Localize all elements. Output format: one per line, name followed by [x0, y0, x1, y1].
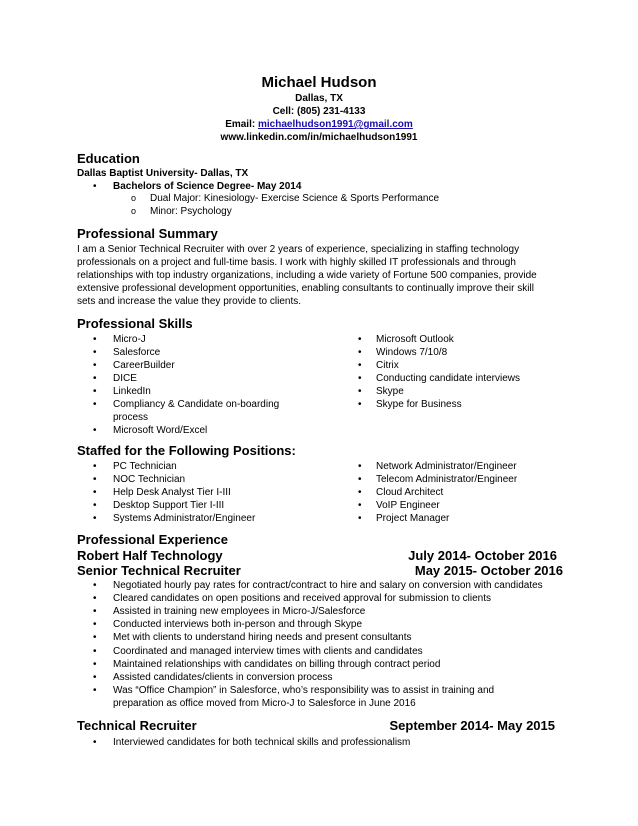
- role-dates: May 2015- October 2016: [414, 563, 563, 578]
- experience-bullet: Conducted interviews both in-person and through Skype: [113, 619, 363, 630]
- company-name: Robert Half Technology: [77, 548, 223, 563]
- bullet-icon: •: [358, 461, 362, 472]
- linkedin-url[interactable]: www.linkedin.com/in/michaelhudson1991: [220, 132, 418, 143]
- skill-item: Micro-J: [113, 334, 146, 345]
- experience-bullet: Coordinated and managed interview times with clients and candidates: [113, 646, 423, 657]
- experience-heading: Professional Experience: [77, 532, 229, 547]
- sub-bullet-icon: o: [131, 206, 137, 216]
- skill-item: Skype: [376, 386, 404, 397]
- email-line: [0, 119, 638, 130]
- candidate-name: Michael Hudson: [261, 74, 377, 91]
- summary-line: I am a Senior Technical Recruiter with over 2 years of experience, specializing in staffing technology: [77, 244, 520, 255]
- bullet-icon: •: [93, 606, 97, 617]
- skill-item: CareerBuilder: [113, 360, 175, 371]
- skill-item-continued: process: [113, 412, 149, 423]
- bullet-icon: •: [358, 513, 362, 524]
- email-label: Email:: [225, 119, 258, 130]
- bullet-icon: •: [93, 386, 97, 397]
- bullet-icon: •: [93, 685, 97, 696]
- skill-item: Conducting candidate interviews: [376, 373, 520, 384]
- skills-heading: Professional Skills: [77, 316, 193, 331]
- skill-item: Citrix: [376, 360, 399, 371]
- bullet-icon: •: [358, 500, 362, 511]
- role-title: Senior Technical Recruiter: [77, 563, 241, 578]
- bullet-icon: •: [93, 360, 97, 371]
- email-link[interactable]: michaelhudson1991@gmail.com: [257, 119, 413, 130]
- position-item: NOC Technician: [113, 474, 186, 485]
- experience-bullet-continued: preparation as office moved from Micro-J to Salesforce in June 2016: [113, 698, 416, 709]
- bullet-icon: •: [358, 360, 362, 371]
- skill-item: Compliancy & Candidate on-boarding: [113, 399, 280, 410]
- position-item: PC Technician: [113, 461, 177, 472]
- position-item: VoIP Engineer: [376, 500, 440, 511]
- bullet-icon: •: [93, 461, 97, 472]
- positions-heading: Staffed for the Following Positions:: [77, 443, 296, 458]
- skill-item: Skype for Business: [376, 399, 462, 410]
- bullet-icon: •: [358, 386, 362, 397]
- position-item: Cloud Architect: [376, 487, 444, 498]
- bullet-icon: •: [93, 593, 97, 604]
- summary-line: sets and increase the value they provide to clients.: [77, 296, 302, 307]
- role2-title: Technical Recruiter: [77, 718, 197, 733]
- role2-row: [77, 718, 563, 733]
- position-item: Telecom Administrator/Engineer: [376, 474, 518, 485]
- company-row: [77, 548, 563, 563]
- position-item: Desktop Support Tier I-III: [113, 500, 225, 511]
- bullet-icon: •: [93, 334, 97, 345]
- experience-bullet: Interviewed candidates for both technical skills and professionalism: [113, 737, 411, 748]
- experience-bullet: Was “Office Champion” in Salesforce, who’s responsibility was to assist in training and: [113, 685, 495, 696]
- bullet-icon: •: [358, 474, 362, 485]
- education-detail: Minor: Psychology: [150, 206, 232, 217]
- role2-dates: September 2014- May 2015: [389, 718, 555, 733]
- education-heading: Education: [77, 151, 140, 166]
- summary-line: professionals on a project and full-time basis. I work with highly skilled IT professionals and through: [77, 257, 516, 268]
- position-item: Network Administrator/Engineer: [376, 461, 517, 472]
- summary-line: relationships with top industry organizations, including a wide variety of Fortune 500 companies, provide: [77, 270, 537, 281]
- bullet-icon: •: [358, 399, 362, 410]
- experience-bullet: Assisted candidates/clients in conversion process: [113, 672, 333, 683]
- bullet-icon: •: [93, 500, 97, 511]
- experience-bullet: Cleared candidates on open positions and received approval for submission to clients: [113, 593, 492, 604]
- bullet-icon: •: [93, 580, 97, 591]
- bullet-icon: •: [93, 425, 97, 436]
- skill-item: LinkedIn: [113, 386, 151, 397]
- bullet-icon: •: [93, 632, 97, 643]
- sub-bullet-icon: o: [131, 193, 137, 203]
- summary-line: extensive professional development opportunities, enabling consultants to continually improve their skill: [77, 283, 534, 294]
- experience-bullet: Maintained relationships with candidates on billing through contract period: [113, 659, 441, 670]
- skill-item: Microsoft Word/Excel: [113, 425, 208, 436]
- bullet-icon: •: [93, 659, 97, 670]
- position-item: Systems Administrator/Engineer: [113, 513, 256, 524]
- bullet-icon: •: [93, 737, 97, 748]
- cell-phone: Cell: (805) 231-4133: [272, 106, 366, 117]
- bullet-icon: •: [93, 399, 97, 410]
- summary-heading: Professional Summary: [77, 226, 218, 241]
- position-item: Help Desk Analyst Tier I-III: [113, 487, 231, 498]
- bullet-icon: •: [358, 373, 362, 384]
- bullet-icon: •: [358, 347, 362, 358]
- bullet-icon: •: [93, 487, 97, 498]
- bullet-icon: •: [93, 672, 97, 683]
- bullet-icon: •: [93, 373, 97, 384]
- position-item: Project Manager: [376, 513, 450, 524]
- skill-item: Windows 7/10/8: [376, 347, 448, 358]
- experience-bullet: Assisted in training new employees in Micro-J/Salesforce: [113, 606, 366, 617]
- degree: Bachelors of Science Degree- May 2014: [113, 181, 302, 192]
- role-row: [77, 563, 563, 578]
- bullet-icon: •: [93, 347, 97, 358]
- company-dates: July 2014- October 2016: [408, 548, 557, 563]
- experience-bullet: Negotiated hourly pay rates for contract/contract to hire and salary on conversion with candidates: [113, 580, 543, 591]
- bullet-icon: •: [358, 334, 362, 345]
- bullet-icon: •: [93, 181, 97, 192]
- bullet-icon: •: [358, 487, 362, 498]
- bullet-icon: •: [93, 474, 97, 485]
- bullet-icon: •: [93, 513, 97, 524]
- bullet-icon: •: [93, 646, 97, 657]
- bullet-icon: •: [93, 619, 97, 630]
- school-name: Dallas Baptist University- Dallas, TX: [77, 168, 249, 179]
- skill-item: Salesforce: [113, 347, 161, 358]
- experience-bullet: Met with clients to understand hiring needs and present consultants: [113, 632, 412, 643]
- skill-item: Microsoft Outlook: [376, 334, 454, 345]
- education-detail: Dual Major: Kinesiology- Exercise Science & Sports Performance: [150, 193, 440, 204]
- skill-item: DICE: [113, 373, 137, 384]
- location: Dallas, TX: [295, 93, 343, 104]
